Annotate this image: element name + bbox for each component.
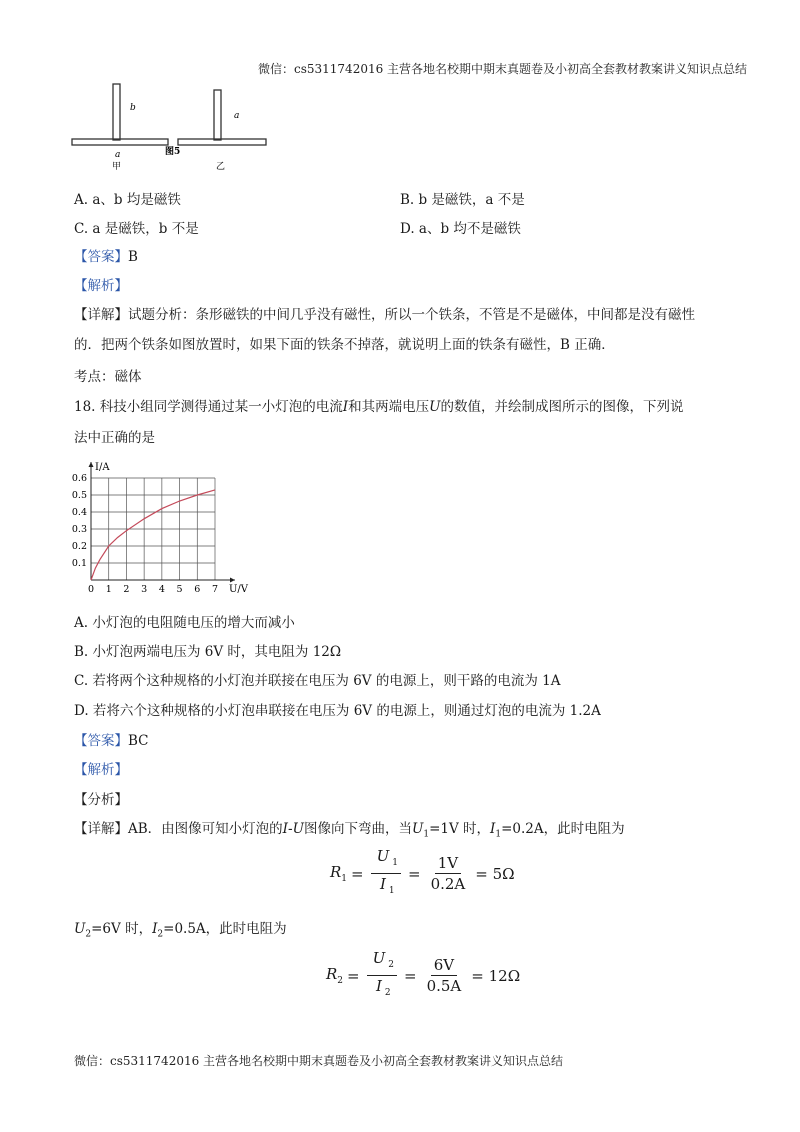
q18-answer [74, 731, 149, 751]
detail-text: 试题分析：条形磁铁的中间几乎没有磁性，所以一个铁条，不管是不是磁体，中间都是没有磁性 [128, 307, 695, 323]
q18-option-a: A. 小灯泡的电阻随电压的增大而减小 [74, 615, 295, 631]
stem-part-a: 18. 科技小组同学测得通过某一小灯泡的电流 [74, 399, 343, 415]
detail-tag: 【详解】 [74, 821, 128, 837]
y-tick-label: 0.1 [71, 558, 87, 569]
line2-b: =0.5A，此时电阻为 [163, 921, 287, 937]
x-axis-arrow [230, 578, 235, 583]
stem-part-c: 的数值，并绘制成图所示的图像，下列说 [440, 399, 684, 415]
x-axis-label: U/V [229, 584, 249, 595]
line2-i: I [152, 921, 158, 937]
detail-i1: I [490, 821, 496, 837]
answer-value: B [128, 249, 138, 265]
eq2-den: 0.5A [426, 977, 462, 995]
eq2-u: U [372, 949, 386, 967]
answer-tag: 【答案】 [74, 733, 128, 749]
stem-part-b: 和其两端电压 [348, 399, 430, 415]
q18-fenxi-tag: 【分析】 [74, 792, 128, 808]
x-tick-label: 1 [105, 584, 112, 595]
detail-c: =1V 时， [429, 821, 491, 837]
x-tick-label: 6 [194, 584, 201, 595]
label-a-left: a [115, 150, 121, 160]
y-tick-label: 0.2 [71, 541, 87, 552]
y-tick-label: 0.5 [71, 490, 87, 501]
equation-r2: $R_2$ = $\frac{U _2}{I _2}$ = $\frac{6V}{0.5A}$ = 12Ω [326, 948, 520, 1003]
q18-stem-line2: 法中正确的是 [74, 430, 155, 446]
q17-kaodian: 考点：磁体 [74, 369, 142, 385]
eq2-num: 6V [431, 955, 457, 976]
eq1-r-sub: 1 [341, 874, 348, 884]
eq1-result: = 5Ω [475, 864, 515, 883]
eq2-r: R [326, 965, 338, 983]
bar-a-right [214, 90, 221, 140]
magnet-figure [70, 82, 280, 172]
label-b: b [130, 103, 136, 113]
answer-tag: 【答案】 [74, 249, 128, 265]
detail-d: =0.2A，此时电阻为 [501, 821, 625, 837]
q17-option-c: C. a 是磁铁，b 不是 [74, 221, 199, 237]
q17-answer [74, 247, 138, 267]
q17-option-b: B. b 是磁铁，a 不是 [400, 192, 525, 208]
stem-sym-u: U [429, 399, 441, 415]
line2-u: U [74, 921, 86, 937]
y-tick-label: 0.4 [71, 507, 87, 518]
x-tick-label: 4 [158, 584, 165, 595]
page-header: 微信：cs5311742016 主营各地名校期中期末真题卷及小初高全套教材教案讲义知识点总结 [258, 62, 748, 76]
detail-a: AB．由图像可知小灯泡的 [128, 821, 283, 837]
label-a-right: a [234, 111, 240, 121]
label-jia: 甲 [112, 162, 122, 172]
line2-a: =6V 时， [91, 921, 153, 937]
q17-jiexi-tag: 【解析】 [74, 278, 128, 294]
q17-detail-line1 [74, 305, 695, 325]
eq1-num: 1V [435, 853, 461, 874]
y-tick-label: 0.3 [71, 524, 87, 535]
chart-ticks [72, 473, 218, 595]
detail-u1: U [411, 821, 424, 837]
detail-tag: 【详解】 [74, 307, 128, 323]
x-tick-label: 0 [87, 584, 95, 595]
y-axis-label: I/A [95, 462, 110, 473]
bar-b [113, 84, 120, 140]
eq2-frac-values [424, 955, 465, 996]
eq1-r: R [330, 863, 342, 881]
q17-option-d: D. a、b 均不是磁铁 [400, 221, 521, 237]
q18-option-c: C. 若将两个这种规格的小灯泡并联接在电压为 6V 的电源上，则干路的电流为 1A [74, 673, 561, 689]
equation-r1: $R_1$ = $\frac{U _1}{I _1}$ = $\frac{1V}{0.2A}$ = 5Ω [330, 846, 515, 901]
label-tu: 图5 [165, 147, 181, 157]
series-line [91, 490, 215, 580]
y-tick-label: 0.6 [71, 473, 87, 484]
q18-option-b: B. 小灯泡两端电压为 6V 时，其电阻为 12Ω [74, 644, 342, 660]
stem-sym-i: I [342, 399, 349, 415]
eq1-u: U [376, 847, 390, 865]
q17-option-a: A. a、b 均是磁铁 [74, 192, 181, 208]
y-axis-arrow [89, 462, 94, 467]
eq2-r-sub: 2 [337, 976, 344, 986]
eq2-result: = 12Ω [471, 966, 521, 985]
eq1-den: 0.2A [430, 875, 466, 893]
q18-detail-line: 【详解】AB．由图像可知小灯泡的I-U图像向下弯曲，当$U_1=1V$ 时，$I_1=0.2A$，此时电阻为 [74, 821, 625, 840]
x-tick-label: 5 [176, 584, 183, 595]
eq2-frac-ui: $\frac{U _2}{I _2}$ [367, 948, 397, 1003]
detail-iu: I-U [282, 821, 304, 837]
chart-grid [91, 478, 215, 580]
eq2-i: I [375, 977, 382, 995]
label-yi: 乙 [216, 162, 226, 172]
x-tick-label: 7 [211, 584, 219, 595]
q18-jiexi-tag: 【解析】 [74, 762, 128, 778]
bar-b-right [178, 139, 266, 145]
eq1-frac-values [428, 853, 469, 894]
q18-option-d: D. 若将六个这种规格的小灯泡串联接在电压为 6V 的电源上，则通过灯泡的电流为 1.2A [74, 703, 601, 719]
eq1-i: I [379, 875, 386, 893]
iu-chart [64, 456, 264, 598]
q18-stem-line1 [74, 397, 684, 417]
answer-value: BC [128, 733, 149, 749]
q18-line2: $U_2=6V$ 时，$I_2=0.5A$，此时电阻为 [74, 921, 287, 940]
page-footer: 微信：cs5311742016 主营各地名校期中期末真题卷及小初高全套教材教案讲义知识点总结 [74, 1054, 564, 1068]
q17-detail-line2: 的．把两个铁条如图放置时，如果下面的铁条不掉落，就说明上面的铁条有磁性，B 正确． [74, 337, 615, 353]
x-tick-label: 3 [141, 584, 148, 595]
eq1-frac-ui: $\frac{U _1}{I _1}$ [371, 846, 401, 901]
x-tick-label: 2 [123, 584, 130, 595]
detail-b: 图像向下弯曲，当 [303, 821, 412, 837]
